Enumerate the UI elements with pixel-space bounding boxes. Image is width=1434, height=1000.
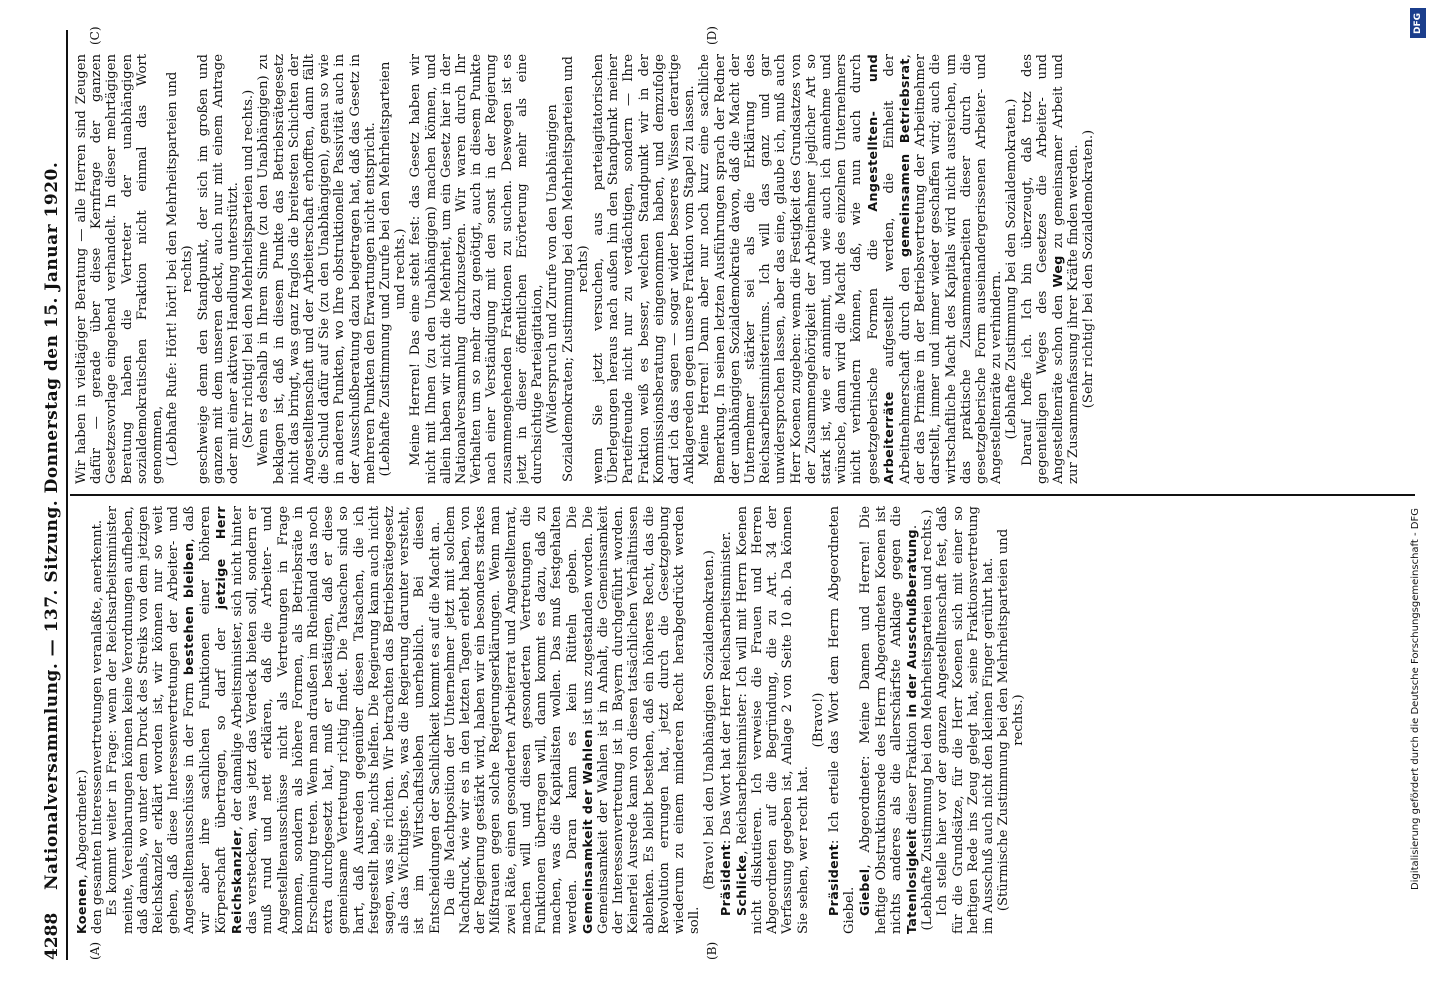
margin-marker-b: (B) <box>705 941 719 960</box>
right-column-paragraph: (Sehr richtig! bei den Sozialdemokraten.) <box>1081 129 1097 409</box>
left-column-paragraph: Ich stelle hier vor der ganzen Angestelltenschaft fest, daß für die Grundsätze, für die Herr Koenen sich mit einer so heftigen Rede ins Zeug gelegt hat, seine Fraktionsvertretung im Ausschuß auch nicht den kleinen Finger gerührt hat. <box>935 506 996 934</box>
right-column-paragraph: Wenn es deshalb in Ihrem Sinne (zu den Unabhängigen) zu beklagen ist, daß in diesem Punkte das Betriebsrätegesetz nicht das bringt, was ganz fraglos die breitesten Schichten der Angestelltenschaft und der Arbeiterschaft erhofften, dann fällt die Schuld dafür auf Sie (zu den Unabhängigen), genau so wie in anderen Punkten, wo Ihre obstruktionelle Passivität auch in der Ausschußberatung dazu beigetragen hat, daß das Gesetz in mehreren Punkten den Erwartungen nicht entspricht. <box>256 54 378 484</box>
right-text-column <box>74 54 1414 484</box>
right-column-paragraph: (Lebhafte Zustimmung bei den Sozialdemokraten.) <box>1004 98 1020 440</box>
left-column-paragraph: Schlicke, Reichsarbeitsminister: Ich will mit Herrn Koenen nicht diskutieren. Ich verweise die Frauen und Herren Abgeordneten auf die Begründung, die zu Art. 34 der Verfassung gegeben ist, Anlage 2 von Seite 10 ab. Da können Sie sehen, wer recht hat. <box>733 506 811 934</box>
left-column-paragraph: (Bravo! bei den Unabhängigen Sozialdemokraten.) <box>702 550 718 890</box>
margin-marker-a: (A) <box>88 941 102 960</box>
right-column-paragraph: (Sehr richtig! bei den Mehrheitsparteien und rechts.) <box>241 89 257 449</box>
right-column-paragraph: Meine Herren! Dann aber nur noch kurz eine sachliche Bemerkung. In seinen letzten Ausführungen sprach der Redner der unabhängigen Sozialdemokratie davon, daß die Macht der Unternehmer stärker sei als die Erklärung des Reichsarbeitsministeriums. Ich will das ganz und gar unwidersprochen lassen, aber das eine, glaube ich, muß auch Herr Koenen zugeben: wenn die Festigkeit des Grundsatzes von der Zusammengehörigkeit der Arbeitnehmer jeglicher Art so stark ist, wie er annimmt, und wie auch ich annehme und wünsche, dann wird die Macht des einzelnen Unternehmers nicht verhindern können, daß, wie nun auch durch gesetzgeberische Formen die Angestellten- und Arbeiterräte aufgestellt werden, die Einheit der Arbeitnehmerschaft durch den gemeinsamen Betriebsrat, der das Primäre in der Betriebsvertretung der Arbeitnehmer darstellt, immer und immer wieder geschaffen wird; auch die wirtschaftliche Macht des Kapitals wird nicht ausreichen, um das praktische Zusammenarbeiten dieser durch die gesetzgeberische Form auseinandergerissenen Arbeiter- und Angestelltenräte zu verhindern. <box>697 54 1005 484</box>
left-column-paragraph: Koenen, Abgeordneter.) <box>74 769 90 934</box>
margin-marker-c: (C) <box>88 26 102 45</box>
left-column-paragraph: Da die Machtposition der Unternehmer jetzt mit solchem Nachdruck, wie wir es in den letzten Tagen erlebt haben, von der Regierung gestärkt wird, haben wir ein besonders starkes Mißtrauen gegen solche Regierungserklärungen. Wenn man zwei Räte, einen gesonderten Arbeiterrat und Angestelltenrat, machen will und diesen gesonderten Vertretungen die Funktionen übertragen will, dann kommt es dazu, daß zu machen, was die Kapitalisten wollen. Das muß festgehalten werden. Daran kann es kein Rütteln geben. Die Gemeinsamkeit der Wahlen ist uns zugestanden worden. Die Gemeinsamkeit der Wahlen ist in Anhalt, die Gemeinsamkeit der Interessenvertretung ist in Bayern durchgeführt worden. Keinerlei Ausrede kann von diesen tatsächlichen Verhältnissen ablenken. Es bleibt bestehen, daß ein höheres Recht, das die Revolution errungen hat, jetzt durch die Gesetzgebung wiederum zu einem minderen Recht herabgedrückt werden soll. <box>442 506 703 934</box>
right-column-paragraph: Meine Herren! Das eine steht fest: das Gesetz haben wir nicht mit Ihnen (zu den Unabhängigen) machen können, und allein haben wir nicht die Mehrheit, um ein Gesetz hier in der Nationalversammlung durchzusetzen. Wir waren durch Ihr Verhalten um so mehr dazu genötigt, auch in diesem Punkte nach einer Verständigung mit den sonst in der Regierung zusammengehenden Fraktionen zu suchen. Deswegen ist es jetzt in dieser öffentlichen Erörterung mehr als eine durchsichtige Parteiagitation, <box>408 54 546 484</box>
right-column-paragraph: wenn Sie jetzt versuchen, aus parteiagitatorischen Überlegungen heraus nach außen hin den Standpunkt meiner Parteifreunde nicht nur zu verdächtigen, sondern — Ihre Fraktion weiß es besser, welchen Standpunkt wir in der Kommissionsberatung eingenommen haben, und demzufolge darf ich das sagen — sogar wider besseres Wissen derartige Anklagereden gegen unsere Fraktion vom Stapel zu lassen. <box>590 54 698 484</box>
running-head: Nationalversammlung. — 137. Sitzung. Donnerstag den 15. Januar 1920. <box>42 161 62 890</box>
left-column-paragraph: (Bravo!) <box>810 692 826 748</box>
dfg-logo: DFG <box>1410 8 1426 38</box>
header-rule <box>66 30 68 960</box>
page-number: 4288 <box>42 912 62 960</box>
left-column-paragraph: Präsident: Das Wort hat der Herr Reichsarbeitsminister. <box>717 531 734 916</box>
margin-marker-d: (D) <box>705 26 719 45</box>
left-column-paragraph: (Lebhafte Zustimmung bei den Mehrheitsparteien und rechts.) <box>920 509 936 931</box>
right-column-paragraph: Wir haben in vieltägiger Beratung — alle Herren sind Zeugen dafür — gerade über diese Kernfrage der ganzen Gesetzesvorlage eingehend verhandelt. In dieser mehrtägigen Beratung haben die Vertreter der unabhängigen sozialdemokratischen Fraktion nicht einmal das Wort genommen, <box>74 54 166 484</box>
right-column-paragraph: (Widerspruch und Zurufe von den Unabhängigen Sozialdemokraten; Zustimmung bei den Mehrheitsparteien und rechts) <box>545 56 591 482</box>
left-column-paragraph: Präsident: Ich erteile das Wort dem Herrn Abgeordneten Giebel. <box>825 506 858 934</box>
left-text-column <box>74 506 1414 934</box>
left-column-paragraph: Giebel, Abgeordneter: Meine Damen und Herren! Die heftige Obstruktionsrede des Herrn Abgeordneten Koenen ist nichts anderes als die allerschärfste Anklage gegen die Tatenlosigkeit dieser Fraktion in der Ausschußberatung. <box>857 506 920 934</box>
column-divider <box>70 495 1415 497</box>
right-column-paragraph: Darauf hoffe ich. Ich bin überzeugt, daß trotz des gegenteiligen Weges des Gesetzes die Arbeiter- und Angestelltenräte schon den Weg zu gemeinsamer Arbeit und zur Zusammenfassung ihrer Kräfte finden werden. <box>1019 54 1082 484</box>
right-column-paragraph: geschweige denn den Standpunkt, der sich im großen und ganzen mit dem unseren deckt, auch nur mit einem Antrage oder mit einer aktiven Handlung unterstützt. <box>195 54 242 484</box>
left-column-paragraph: (Stürmische Zustimmung bei den Mehrheitsparteien und rechts.) <box>996 528 1027 912</box>
digitization-notice: Digitalisierung gefördert durch die Deutsche Forschungsgemeinschaft - DFG <box>1410 507 1421 890</box>
digitization-footer <box>1408 0 1430 1000</box>
right-column-paragraph: (Lebhafte Zustimmung und Zurufe bei den Mehrheitsparteien und rechts.) <box>378 61 409 477</box>
left-column-paragraph: Es kommt weiter in Frage: wenn der Reichsarbeitsminister meinte, Vereinbarungen können keine Verordnungen aufheben, daß damals, wo unter dem Druck des Streiks von dem jetzigen Reichskanzler erklärt worden ist, wir können nur so weit gehen, daß diese Interessenvertretungen der Arbeiter- und Angestelltenausschüsse in der Form bestehen bleiben, daß wir aber ihre sachlichen Funktionen einer höheren Körperschaft übertragen, so darf der jetzige Herr Reichskanzler, der damalige Arbeitsminister, sich nicht hinter das verstecken, was jetzt das Verdeck bieten soll, sondern er muß rund und nett erklären, daß die Arbeiter- und Angestelltenausschüsse nicht als Vertretungen in Frage kommen, sondern als höhere Formen, als Betriebsräte in Erscheinung treten. Wenn man draußen im Rheinland das noch extra durchgesetzt hat, muß er bestätigen, daß er diese gemeinsame Vertretung richtig findet. Die Tatsachen sind so hart, daß Ausreden gegenüber diesen Tatsachen, die ich festgestellt habe, nichts helfen. Die Regierung kann auch nicht sagen, was sie richten. Wir betrachten das Betriebsrätegesetz als das Wichtigste. Das, was die Regierung darunter versteht, ist im Wirtschaftsleben unerheblich. Bei diesen Entscheidungen der Sachlichkeit kommt es auf die Macht an. <box>105 506 443 934</box>
left-column-paragraph: den gesamten Interessenvertretungen veranlaßte, anerkennt. <box>90 519 106 934</box>
right-column-paragraph: (Lebhafte Rufe: Hört! hört! bei den Mehrheitsparteien und rechts) <box>165 71 196 467</box>
